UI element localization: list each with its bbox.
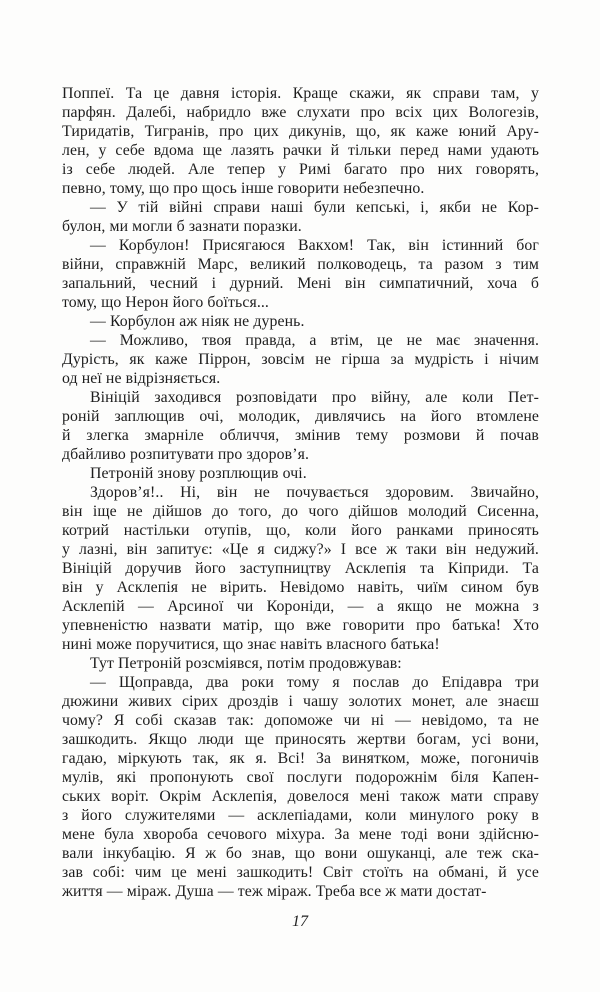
text-line: упевненістю назвати матір, що вже говорити про батька! Хто [62, 617, 539, 634]
text-line: дюжини живих сірих дроздів і чашу золотих монет, але знаєш [62, 693, 539, 710]
paragraph [62, 673, 539, 901]
paragraph [62, 331, 539, 388]
text-line: життя — міраж. Душа — теж міраж. Треба все ж мати достат- [62, 883, 487, 900]
text-line: дбайливо розпитувати про здоров’я. [62, 446, 309, 463]
paragraph [62, 654, 539, 673]
text-line: тому, що Нерон його боїться... [62, 294, 269, 311]
text-line: певно, тому, що про щось інше говорити небезпечно. [62, 180, 425, 197]
text-line: — Корбулон аж ніяк не дурень. [90, 313, 305, 330]
paragraph [62, 84, 539, 198]
text-line: од неї не відрізняється. [62, 370, 221, 387]
text-line: мене була хвороба сечового міхура. За мене тоді вони здійсню- [62, 826, 539, 843]
paragraph [62, 312, 539, 331]
text-line: чому? Я собі сказав так: допоможе чи ні — невідомо, та не [62, 712, 539, 729]
text-line: Тиридатів, Тигранів, про цих дикунів, що, як каже юний Ару- [62, 123, 539, 140]
text-line: лен, у себе вдома ще лазять рачки й тільки перед нами удають [62, 142, 539, 159]
text-line: роній заплющив очі, молодик, дивлячись на його втомлене [62, 408, 539, 425]
text-line: й злегка змарніле обличчя, змінив тему розмови й почав [62, 427, 539, 444]
text-line: Тут Петроній розсміявся, потім продовжував: [90, 655, 402, 672]
paragraph [62, 483, 539, 654]
text-line: зав собі: чим це мені зашкодить! Світ стоїть на обмані, й усе [62, 864, 539, 881]
text-line: він іще не дійшов до того, до чого дійшов молодий Сисенна, [62, 503, 539, 520]
text-line: — У тій війні справи наші були кепські, і, якби не Кор- [90, 199, 539, 216]
text-line: з його служителями — асклепіадами, коли минулого року в [62, 807, 539, 824]
text-line: Вініцій заходився розповідати про війну, але коли Пет- [90, 389, 539, 406]
text-line: булон, ми могли б зазнати поразки. [62, 218, 302, 235]
text-line: Поппеї. Та це давня історія. Краще скажи, як справи там, у [62, 85, 539, 102]
text-line: війни, справжній Марс, великий полководець, та разом з тим [62, 256, 539, 273]
page-number: 17 [292, 913, 308, 930]
text-line: нині може поручитися, що знає навіть власного батька! [62, 636, 440, 653]
text-line: у лазні, він запитує: «Це я сиджу?» І все ж таки він недужий. [62, 541, 539, 558]
text-line: із себе людей. Але тепер у Римі багато про них говорять, [62, 161, 539, 178]
text-line: Петроній знову розплющив очі. [90, 465, 307, 482]
text-line: мулів, які пропонують свої послуги подорожнім біля Капен- [62, 769, 539, 786]
text-line: гадаю, міркують так, як я. Всі! За винятком, може, погоничів [62, 750, 539, 767]
text-line: — Можливо, твоя правда, а втім, це не має значення. [90, 332, 539, 349]
paragraph [62, 236, 539, 312]
paragraph [62, 388, 539, 464]
paragraph [62, 198, 539, 236]
text-line: Асклепій — Арсиної чи Короніди, — а якщо не можна з [62, 598, 539, 615]
text-line: Дурість, як каже Піррон, зовсім не гірша за мудрість і нічим [62, 351, 539, 368]
text-line: парфян. Далебі, набридло вже слухати про всіх цих Вологезів, [62, 104, 539, 121]
text-line: котрий настільки отупів, що, коли його ранками приносять [62, 522, 539, 539]
text-line: ських воріт. Окрім Асклепія, довелося мені також мати справу [62, 788, 539, 805]
text-line: він у Асклепія не вірить. Невідомо навіть, чиїм сином був [62, 579, 539, 596]
text-line: Здоров’я!.. Ні, він не почувається здоровим. Звичайно, [90, 484, 539, 501]
page-text [62, 84, 539, 901]
text-line: Вініцій доручив його заступництву Асклепія та Кіприди. Та [62, 560, 539, 577]
text-line: — Щоправда, два роки тому я послав до Епідавра три [90, 674, 539, 691]
text-line: вали інкубацію. Я ж бо знав, що вони ошуканці, але теж ска- [62, 845, 539, 862]
text-line: запальний, чесний і дурний. Мені він симпатичний, хоча б [62, 275, 539, 292]
text-line: зашкодить. Якщо люди ще приносять жертви богам, усі вони, [62, 731, 539, 748]
paragraph [62, 464, 539, 483]
text-line: — Корбулон! Присягаюся Вакхом! Так, він істинний бог [90, 237, 539, 254]
